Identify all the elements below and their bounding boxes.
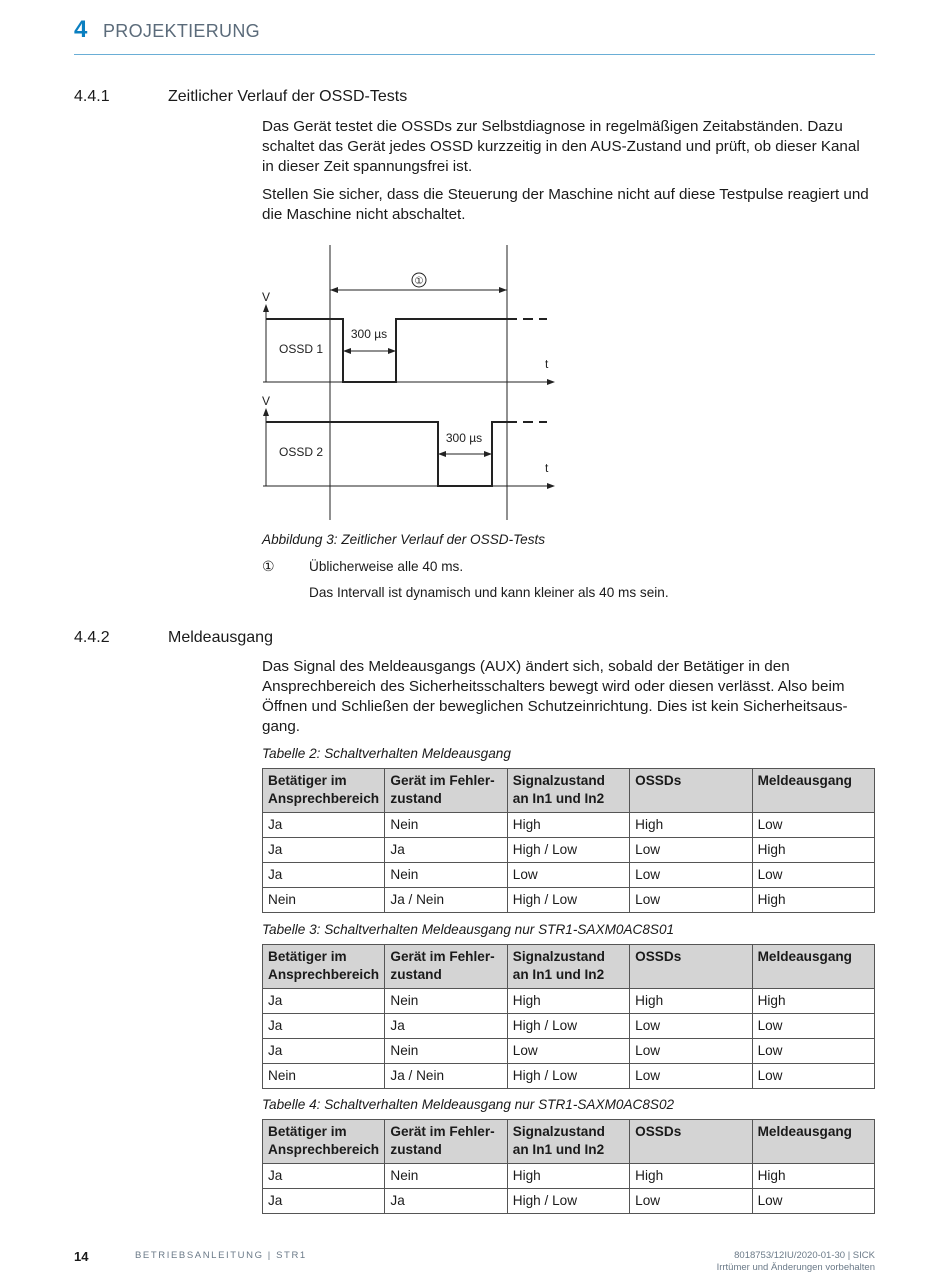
column-header: Gerät im Fehler-zustand bbox=[385, 769, 507, 813]
table-cell: Ja bbox=[263, 838, 385, 863]
ossd2-label: OSSD 2 bbox=[279, 445, 324, 459]
column-header: Meldeausgang bbox=[752, 769, 874, 813]
callout-number: ① bbox=[414, 276, 424, 287]
table-cell: High / Low bbox=[507, 888, 629, 913]
table-cell: Ja bbox=[385, 838, 507, 863]
table-cell: Nein bbox=[385, 1039, 507, 1064]
column-header: Signalzustand an In1 und In2 bbox=[507, 1120, 629, 1164]
table-cell: Ja bbox=[385, 1014, 507, 1039]
x-axis-label: t bbox=[545, 357, 549, 371]
table-cell: Nein bbox=[263, 888, 385, 913]
section-number: 4.4.1 bbox=[74, 88, 110, 105]
table-cell: Low bbox=[630, 1189, 752, 1214]
table-cell: High bbox=[752, 1164, 874, 1189]
data-table bbox=[262, 944, 875, 1089]
table-row bbox=[263, 989, 875, 1014]
table-cell: High / Low bbox=[507, 1064, 629, 1089]
table-row bbox=[263, 863, 875, 888]
chapter-number: 4 bbox=[74, 16, 88, 43]
table-cell: Low bbox=[752, 813, 874, 838]
legend-text: Üblicherweise alle 40 ms. bbox=[309, 559, 464, 574]
table-cell: Low bbox=[752, 863, 874, 888]
table-cell: High bbox=[507, 1164, 629, 1189]
table-cell: High bbox=[752, 838, 874, 863]
y-axis-label: V bbox=[262, 394, 271, 408]
table-cell: Low bbox=[630, 1039, 752, 1064]
table-cell: Nein bbox=[385, 1164, 507, 1189]
table-cell: High bbox=[507, 813, 629, 838]
table-cell: High bbox=[752, 888, 874, 913]
column-header: OSSDs bbox=[630, 1120, 752, 1164]
table-row bbox=[263, 1064, 875, 1089]
table-cell: High / Low bbox=[507, 1014, 629, 1039]
table-cell: Low bbox=[630, 838, 752, 863]
table-cell: High bbox=[630, 813, 752, 838]
table-cell: Ja bbox=[263, 863, 385, 888]
paragraph: Stellen Sie sicher, dass die Steuerung der Maschine nicht auf diese Testpulse reagiert und die Maschine nicht abschaltet. bbox=[262, 186, 869, 223]
table-cell: Low bbox=[630, 1014, 752, 1039]
document-title: BETRIEBSANLEITUNG | STR1 bbox=[135, 1250, 307, 1261]
column-header: Meldeausgang bbox=[752, 1120, 874, 1164]
y-axis-label: V bbox=[262, 290, 271, 304]
section-title: Zeitlicher Verlauf der OSSD-Tests bbox=[168, 88, 408, 105]
column-header: Gerät im Fehler-zustand bbox=[385, 1120, 507, 1164]
table-cell: High bbox=[630, 989, 752, 1014]
table-cell: Ja bbox=[385, 1189, 507, 1214]
table-cell: Nein bbox=[385, 813, 507, 838]
disclaimer: Irrtümer und Änderungen vorbehalten bbox=[716, 1262, 875, 1273]
table-row bbox=[263, 1039, 875, 1064]
section-number: 4.4.2 bbox=[74, 629, 110, 646]
data-table bbox=[262, 768, 875, 913]
column-header: OSSDs bbox=[630, 945, 752, 989]
data-table bbox=[262, 1119, 875, 1214]
table-caption: Tabelle 4: Schaltverhalten Meldeausgang nur STR1-SAXM0AC8S02 bbox=[262, 1097, 675, 1112]
section-title: Meldeausgang bbox=[168, 629, 273, 646]
legend-text: Das Intervall ist dynamisch und kann kleiner als 40 ms sein. bbox=[309, 585, 669, 600]
table-cell: Low bbox=[507, 863, 629, 888]
paragraph: Das Signal des Meldeausgangs (AUX) ändert sich, sobald der Betätiger in den Ansprechbereich des Sicherheitsschalters bewegt wird oder diesen verlässt. Also beim Öffnen und Schließen der beweglichen Schutzeinrichtung. Dies ist kein Sicherheitsaus-gang. bbox=[262, 658, 848, 735]
column-header: Signalzustand an In1 und In2 bbox=[507, 945, 629, 989]
table-cell: Ja bbox=[263, 1164, 385, 1189]
column-header: Betätiger im Ansprechbereich bbox=[263, 769, 385, 813]
legend-marker: ① bbox=[262, 558, 275, 574]
table-row bbox=[263, 888, 875, 913]
table-cell: Ja bbox=[263, 989, 385, 1014]
table-cell: Low bbox=[752, 1039, 874, 1064]
timing-diagram bbox=[255, 240, 565, 525]
table-cell: Ja bbox=[263, 813, 385, 838]
column-header: Meldeausgang bbox=[752, 945, 874, 989]
table-cell: Low bbox=[752, 1064, 874, 1089]
table-row bbox=[263, 1164, 875, 1189]
footer-info bbox=[717, 1250, 875, 1274]
page-number: 14 bbox=[74, 1249, 89, 1264]
table-cell: Ja bbox=[263, 1189, 385, 1214]
table-row bbox=[263, 1189, 875, 1214]
document-id: 8018753/12IU/2020-01-30 | SICK bbox=[734, 1250, 875, 1261]
table-cell: High bbox=[752, 989, 874, 1014]
paragraph: Das Gerät testet die OSSDs zur Selbstdiagnose in regelmäßigen Zeitabständen. Dazu schaltet das Gerät jedes OSSD kurzzeitig in den AUS-Zustand und prüft, ob dieser Kanal in dieser Zeit spannungsfrei ist. bbox=[262, 118, 860, 175]
table-cell: Low bbox=[630, 1064, 752, 1089]
table-cell: High / Low bbox=[507, 1189, 629, 1214]
table-cell: Low bbox=[630, 888, 752, 913]
table-cell: Low bbox=[752, 1189, 874, 1214]
table-row bbox=[263, 1014, 875, 1039]
ossd1-label: OSSD 1 bbox=[279, 342, 324, 356]
table-cell: High / Low bbox=[507, 838, 629, 863]
ossd2-pulse-label: 300 µs bbox=[445, 431, 483, 445]
figure-caption: Abbildung 3: Zeitlicher Verlauf der OSSD-Tests bbox=[262, 532, 546, 547]
table-cell: Low bbox=[752, 1014, 874, 1039]
table-caption: Tabelle 3: Schaltverhalten Meldeausgang nur STR1-SAXM0AC8S01 bbox=[262, 922, 675, 937]
table-cell: High bbox=[507, 989, 629, 1014]
table-row bbox=[263, 813, 875, 838]
table-caption: Tabelle 2: Schaltverhalten Meldeausgang bbox=[262, 746, 511, 761]
x-axis-label: t bbox=[545, 461, 549, 475]
table-cell: Nein bbox=[385, 989, 507, 1014]
table-cell: Low bbox=[507, 1039, 629, 1064]
column-header: Signalzustand an In1 und In2 bbox=[507, 769, 629, 813]
table-cell: Low bbox=[630, 863, 752, 888]
column-header: OSSDs bbox=[630, 769, 752, 813]
table-cell: Ja bbox=[263, 1039, 385, 1064]
column-header: Betätiger im Ansprechbereich bbox=[263, 1120, 385, 1164]
ossd1-pulse-label: 300 µs bbox=[350, 327, 388, 341]
column-header: Betätiger im Ansprechbereich bbox=[263, 945, 385, 989]
table-cell: Ja / Nein bbox=[385, 1064, 507, 1089]
table-cell: Ja bbox=[263, 1014, 385, 1039]
table-cell: Nein bbox=[263, 1064, 385, 1089]
column-header: Gerät im Fehler-zustand bbox=[385, 945, 507, 989]
table-cell: Ja / Nein bbox=[385, 888, 507, 913]
table-row bbox=[263, 838, 875, 863]
chapter-title: PROJEKTIERUNG bbox=[103, 21, 260, 41]
table-cell: Nein bbox=[385, 863, 507, 888]
chapter-header bbox=[74, 14, 875, 55]
table-cell: High bbox=[630, 1164, 752, 1189]
